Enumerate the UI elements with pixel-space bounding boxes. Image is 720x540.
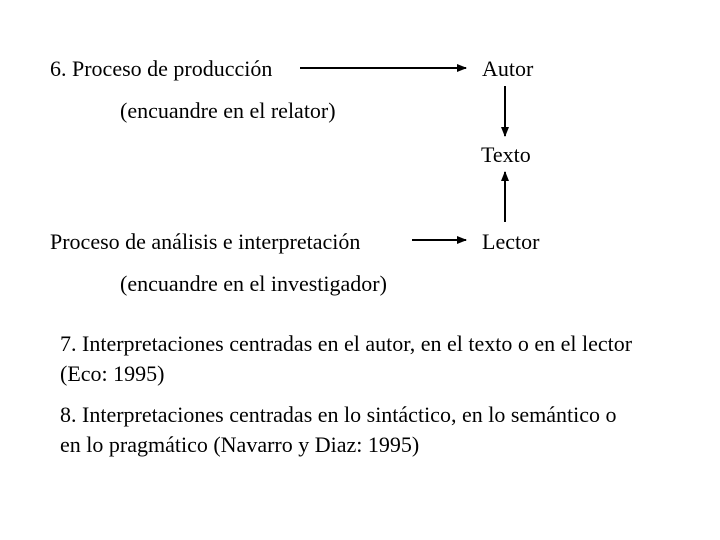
analysis-framing-label: (encuandre en el investigador): [120, 271, 387, 296]
production-framing-label: (encuandre en el relator): [120, 98, 336, 123]
analysis-process-label: Proceso de análisis e interpretación: [50, 229, 361, 254]
production-process-label: 6. Proceso de producción: [50, 56, 273, 81]
note-item-8: 8. Interpretaciones centradas en lo sintáctico, en lo semántico o en lo pragmático (Navarro y Diaz: 1995): [60, 402, 617, 457]
reader-node: Lector: [482, 229, 540, 254]
text-node: Texto: [481, 142, 531, 167]
note-item-7: 7. Interpretaciones centradas en el autor, en el texto o en el lector (Eco: 1995): [60, 331, 633, 386]
author-node: Autor: [482, 56, 534, 81]
